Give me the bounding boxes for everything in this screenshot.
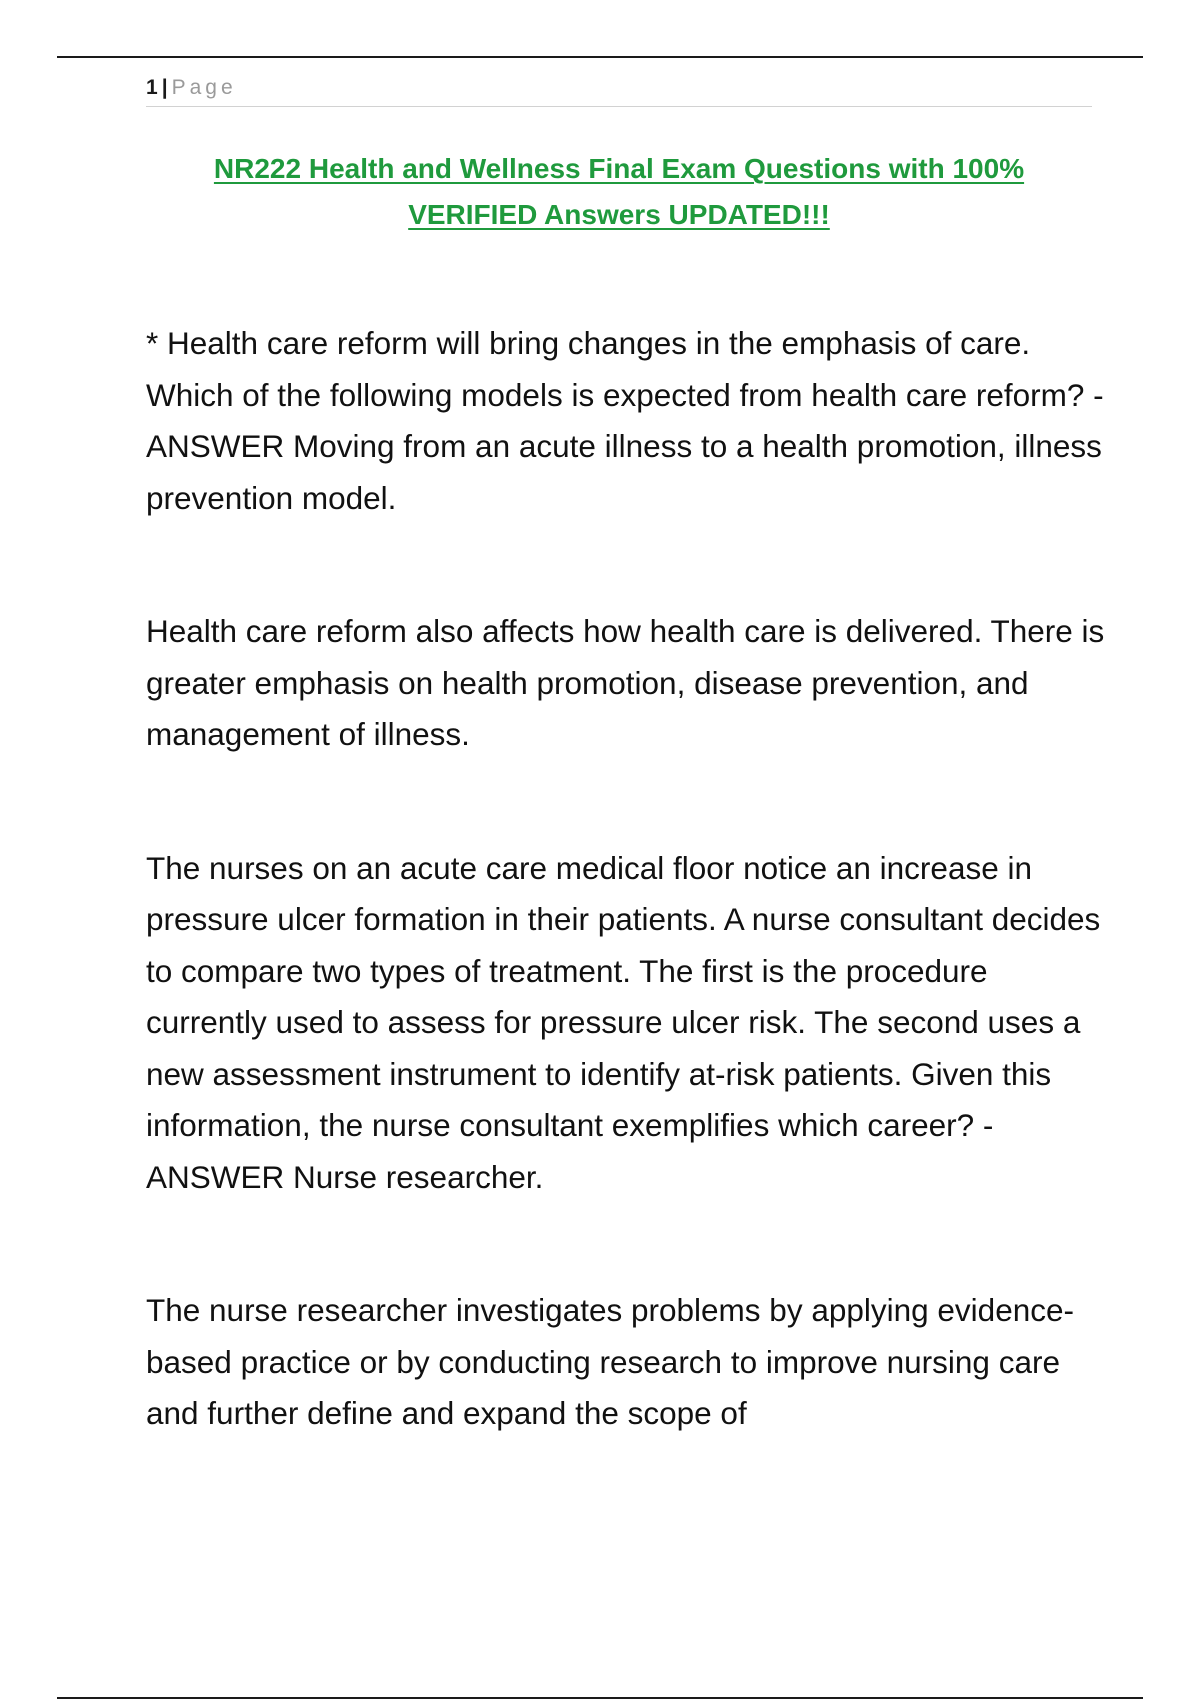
document-body: [146, 318, 1106, 1440]
paragraph-rationale-1: Health care reform also affects how health care is delivered. There is greater emphasis on health promotion, disease prevention, and management of illness.: [146, 613, 1105, 752]
paragraph-question-2: The nurses on an acute care medical floor notice an increase in pressure ulcer formation in their patients. A nurse consultant decides to compare two types of treatment. The first is the procedure currently used to assess for pressure ulcer risk. The second uses a new assessment instrument to identify at-risk patients. Given this information, the nurse consultant exemplifies which career? - ANSWER Nurse researcher.: [146, 849, 1101, 1195]
document-title: NR222 Health and Wellness Final Exam Questions with 100% VERIFIED Answers UPDATED!!!: [213, 153, 1025, 230]
paragraph-rationale-2: The nurse researcher investigates problems by applying evidence-based practice or by conducting research to improve nursing care and further define and expand the scope of: [146, 1292, 1074, 1431]
page-separator: |: [161, 76, 168, 99]
page-number: 1: [146, 76, 158, 99]
bottom-page-rule: [57, 1697, 1143, 1699]
page-header: [146, 74, 1092, 107]
page-label: Page: [171, 76, 237, 99]
paragraph-question-1: * Health care reform will bring changes in the emphasis of care. Which of the following models is expected from health care reform? - ANSWER Moving from an acute illness to a health promotion, illness prevention model.: [146, 325, 1104, 516]
top-page-rule: [57, 56, 1143, 58]
